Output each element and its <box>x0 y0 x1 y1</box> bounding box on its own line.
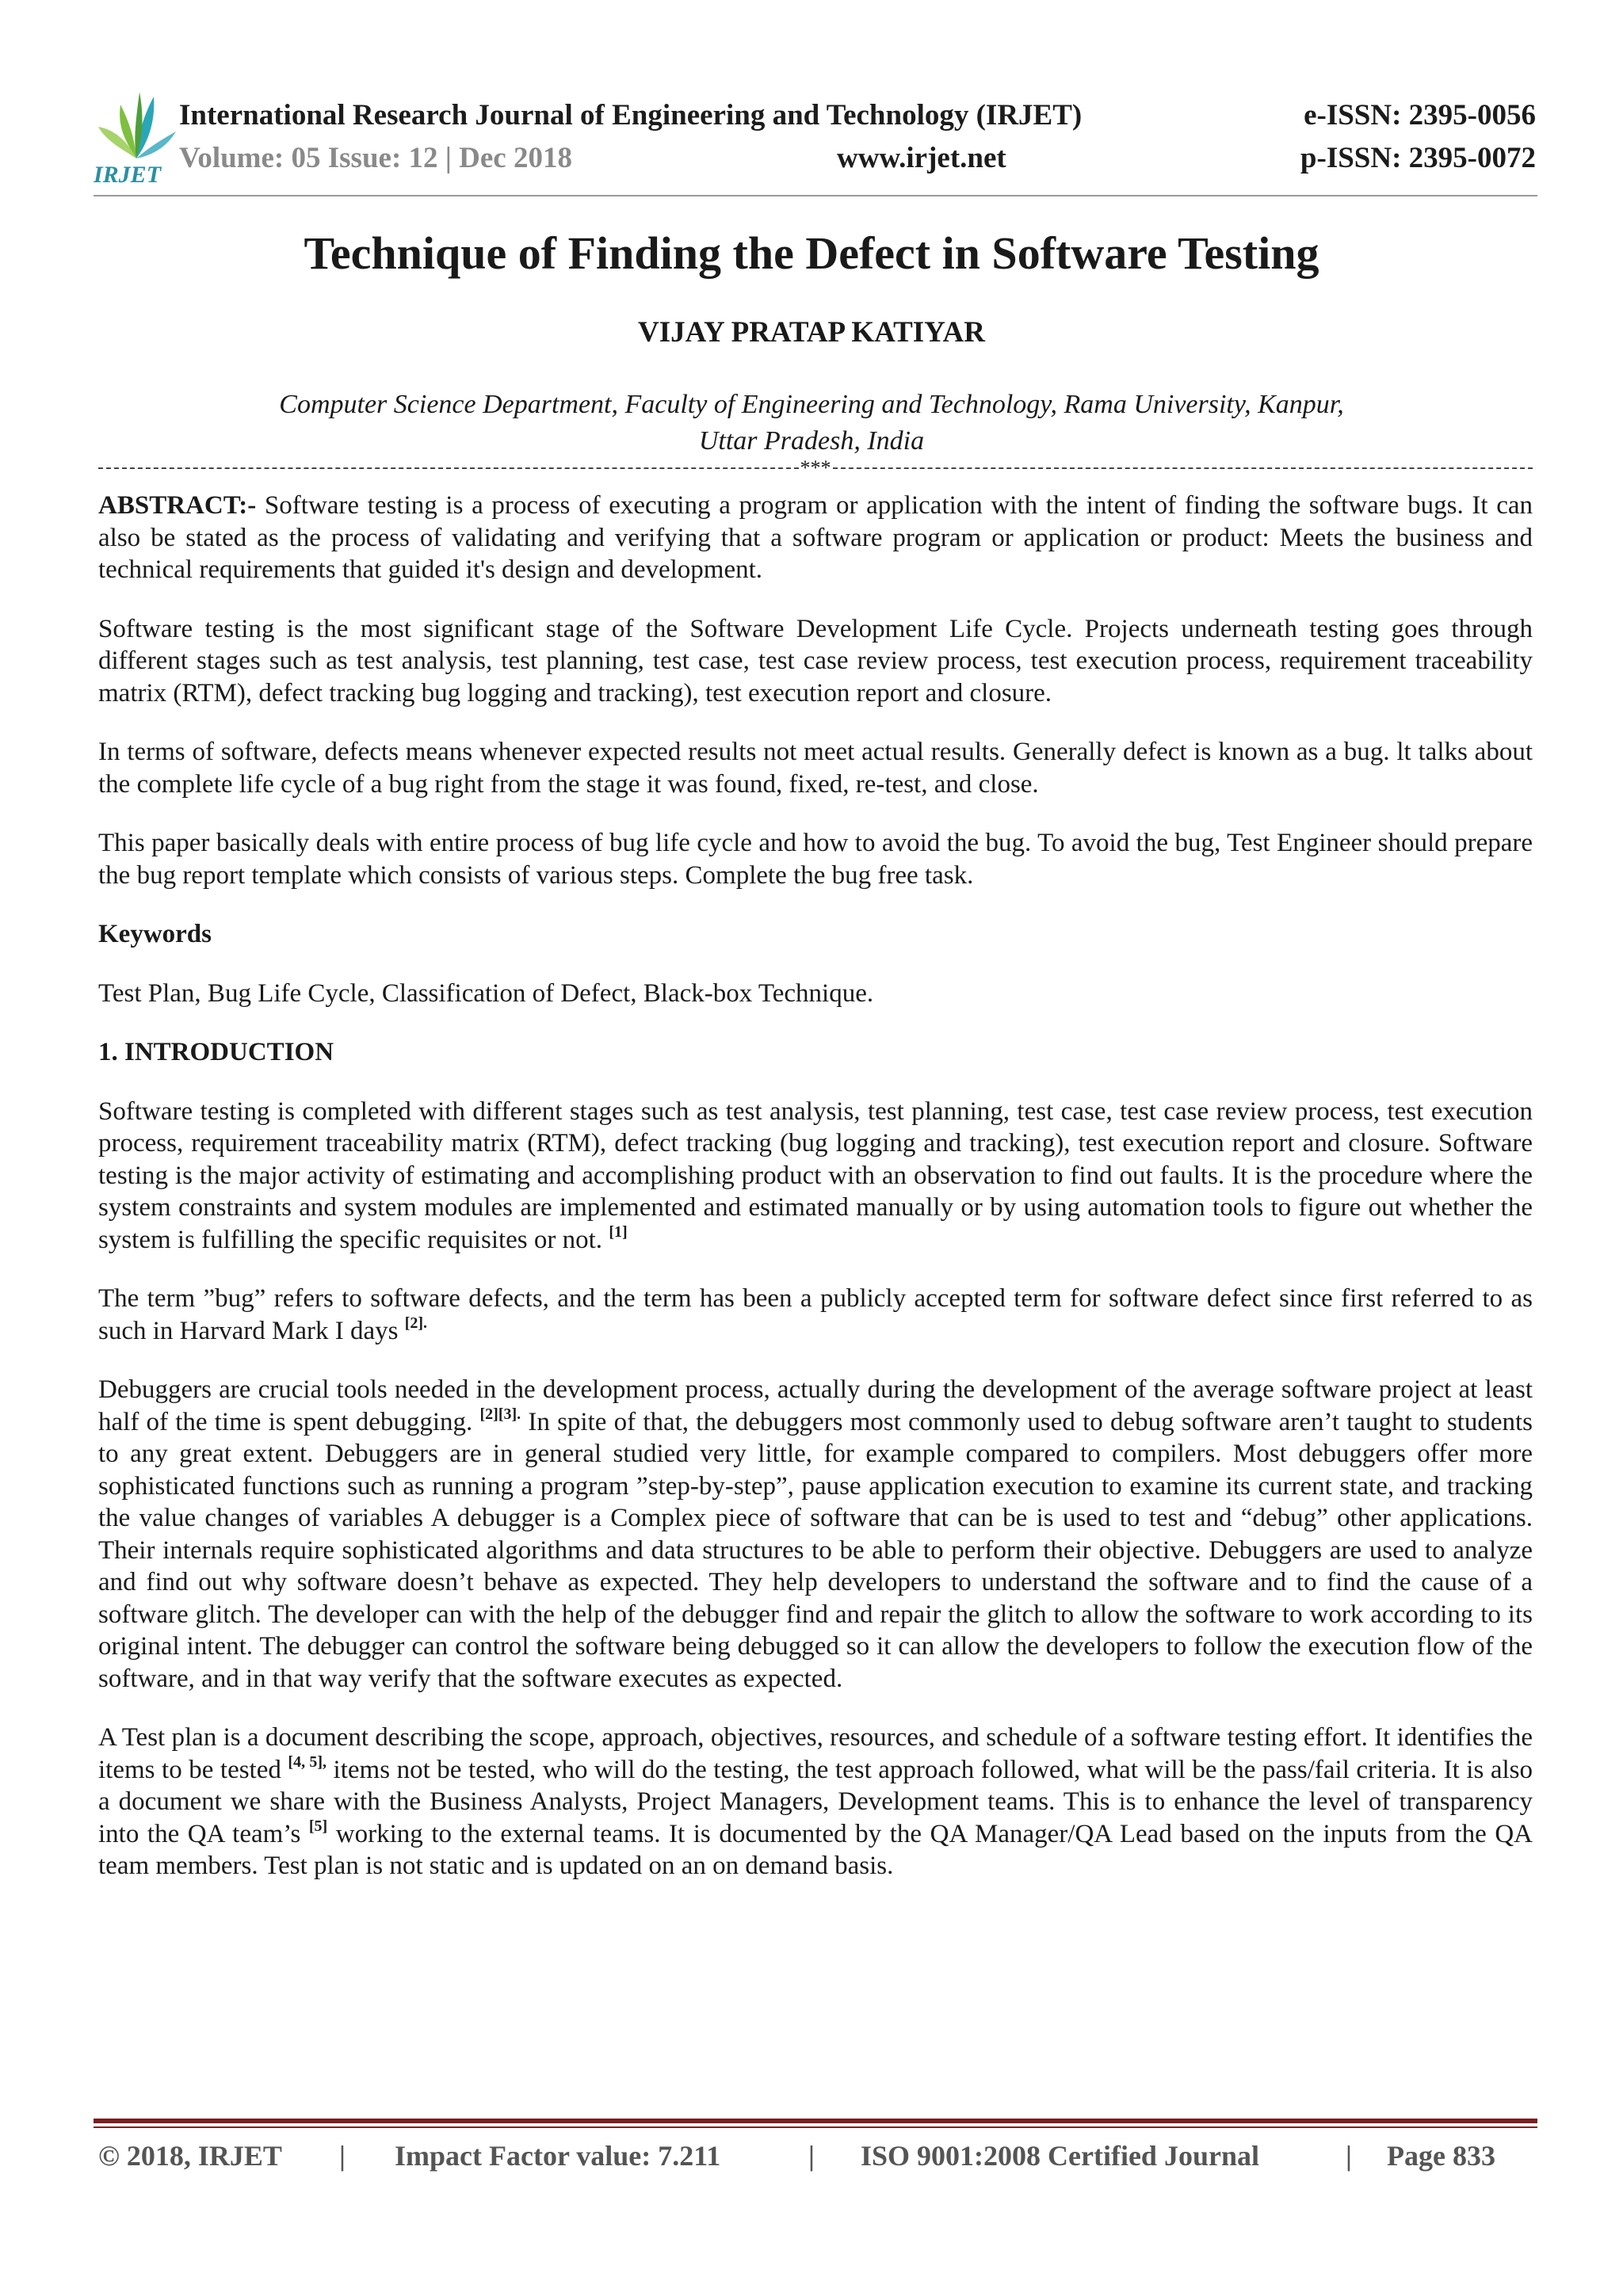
footer-iso: ISO 9001:2008 Certified Journal <box>861 2140 1259 2172</box>
citation-ref: [5] <box>308 1817 328 1835</box>
keywords-heading: Keywords <box>98 920 212 948</box>
footer-divider: | <box>1346 2140 1352 2172</box>
intro-paragraph-1 <box>98 1096 1533 1257</box>
intro-text-4b: items not be tested, who will do the testing, the test approach followed, what will be the pass/fail criteria. It is also a document we share with the Business Analysts, Project Managers, Development teams. This is to enhance the level of transparency into the QA team’s <box>98 1755 1533 1848</box>
footer-divider: | <box>339 2140 346 2172</box>
intro-paragraph-4 <box>98 1722 1533 1882</box>
p-issn: p-ISSN: 2395-0072 <box>1300 142 1536 174</box>
e-issn: e-ISSN: 2395-0056 <box>1304 99 1536 132</box>
journal-header <box>94 79 1536 198</box>
page-footer <box>98 2139 1509 2179</box>
paper-title: Technique of Finding the Defect in Software Testing <box>304 227 1319 279</box>
intro-text-3b: In spite of that, the debuggers most commonly used to debug software aren’t taught to students to any great extent. Debuggers are in general studied very little, for example compared to compilers. Most debuggers offer more sophisticated functions such as running a program ”step-by-step”, pause application execution to examine its current state, and tracking the value changes of variables A debugger is a Complex piece of software that can be is used to test and “debug” other applications. Their internals require sophisticated algorithms and data structures to be able to perform their objective. Debuggers are used to analyze and find out why software doesn’t behave as expected. They help developers to understand the software and to find the cause of a software glitch. The developer can with the help of the debugger find and repair the glitch to allow the software to work according to its original intent. The debugger can control the software being debugged so it can allow the developers to follow the execution flow of the software, and in that way verify that the software executes as expected. <box>98 1407 1533 1693</box>
abstract-paragraph-3: In terms of software, defects means whenever expected results not meet actual results. Generally defect is known as a bug. lt talks about the complete life cycle of a bug right from the stage it was found, fixed, re-test, and close. <box>98 738 1533 799</box>
intro-paragraph-3 <box>98 1374 1533 1695</box>
paper-body <box>98 490 1533 1909</box>
citation-ref: [4, 5], <box>288 1753 327 1771</box>
footer-impact-factor: Impact Factor value: 7.211 <box>395 2140 721 2172</box>
introduction-heading: 1. INTRODUCTION <box>98 1038 334 1066</box>
footer-rule-thin <box>94 2126 1537 2128</box>
abstract-paragraph-1 <box>98 490 1533 586</box>
abstract-paragraph-4: This paper basically deals with entire process of bug life cycle and how to avoid the bug. To avoid the bug, Test Engineer should prepare the bug report template which consists of various steps. Complete the bug free task. <box>98 829 1533 890</box>
header-divider <box>94 195 1537 196</box>
affiliation-line-2: Uttar Pradesh, India <box>698 426 925 456</box>
author-affiliation <box>0 387 1623 460</box>
irjet-logo-icon <box>94 86 179 187</box>
footer-divider: | <box>808 2140 815 2172</box>
footer-rule-thick <box>94 2119 1537 2123</box>
section-separator <box>98 458 1533 479</box>
separator-stars: *** <box>800 456 831 479</box>
volume-issue: Volume: 05 Issue: 12 | Dec 2018 <box>179 142 572 174</box>
separator-dash-right <box>833 467 1533 469</box>
irjet-logo <box>94 86 179 187</box>
intro-text-4c: working to the external teams. It is documented by the QA Manager/QA Lead based on the inputs from the QA team members. Test plan is not static and is updated on an on demand basis. <box>98 1819 1533 1880</box>
svg-text:IRJET: IRJET <box>94 162 162 187</box>
journal-name: International Research Journal of Engineering and Technology (IRJET) <box>179 99 1083 132</box>
keywords-text: Test Plan, Bug Life Cycle, Classification of Defect, Black-box Technique. <box>98 978 874 1008</box>
journal-website-link[interactable]: www.irjet.net <box>837 142 1006 174</box>
paper-author: VIJAY PRATAP KATIYAR <box>638 316 985 349</box>
abstract-text-1: Software testing is a process of executing a program or application with the intent of finding the software bugs. It can also be stated as the process of validating and verifying that a software program or application or product: Meets the business and technical requirements that guided it's design and development. <box>98 491 1533 584</box>
intro-text-2: The term ”bug” refers to software defects, and the term has been a publicly accepted term for software defect since first referred to as such in Harvard Mark I days <box>98 1284 1533 1345</box>
footer-copyright: © 2018, IRJET <box>98 2140 282 2172</box>
abstract-paragraph-2: Software testing is the most significant stage of the Software Development Life Cycle. Projects underneath testing goes through different stages such as test analysis, test planning, test case, test case review process, test execution process, requirement traceability matrix (RTM), defect tracking bug logging and tracking), test execution report and closure. <box>98 614 1533 707</box>
citation-ref: [2][3]. <box>479 1405 521 1423</box>
citation-ref: [1] <box>609 1222 628 1241</box>
intro-text-4a: A Test plan is a document describing the scope, approach, objectives, resources, and schedule of a software testing effort. It identifies the items to be tested <box>98 1723 1533 1784</box>
intro-paragraph-2 <box>98 1283 1533 1347</box>
affiliation-line-1: Computer Science Department, Faculty of Engineering and Technology, Rama University, Kanpur, <box>279 390 1344 419</box>
intro-text-3a: Debuggers are crucial tools needed in the development process, actually during the development of the average software project at least half of the time is spent debugging. <box>98 1375 1533 1436</box>
separator-dash-left <box>98 467 799 469</box>
header-row-bottom <box>179 141 1536 177</box>
footer-page-number: Page 833 <box>1387 2140 1495 2172</box>
intro-text-1: Software testing is completed with different stages such as test analysis, test planning, test case, test case review process, test execution process, requirement traceability matrix (RTM), defect tracking (bug logging and tracking), test execution report and closure. Software testing is the major activity of estimating and accomplishing product with an observation to find out faults. It is the procedure where the system constraints and system modules are implemented and estimated manually or by using automation tools to figure out whether the system is fulfilling the specific requisites or not. <box>98 1097 1533 1254</box>
header-row-top <box>179 98 1536 135</box>
abstract-label: ABSTRACT:- <box>98 491 257 520</box>
citation-ref: [2]. <box>404 1314 428 1332</box>
